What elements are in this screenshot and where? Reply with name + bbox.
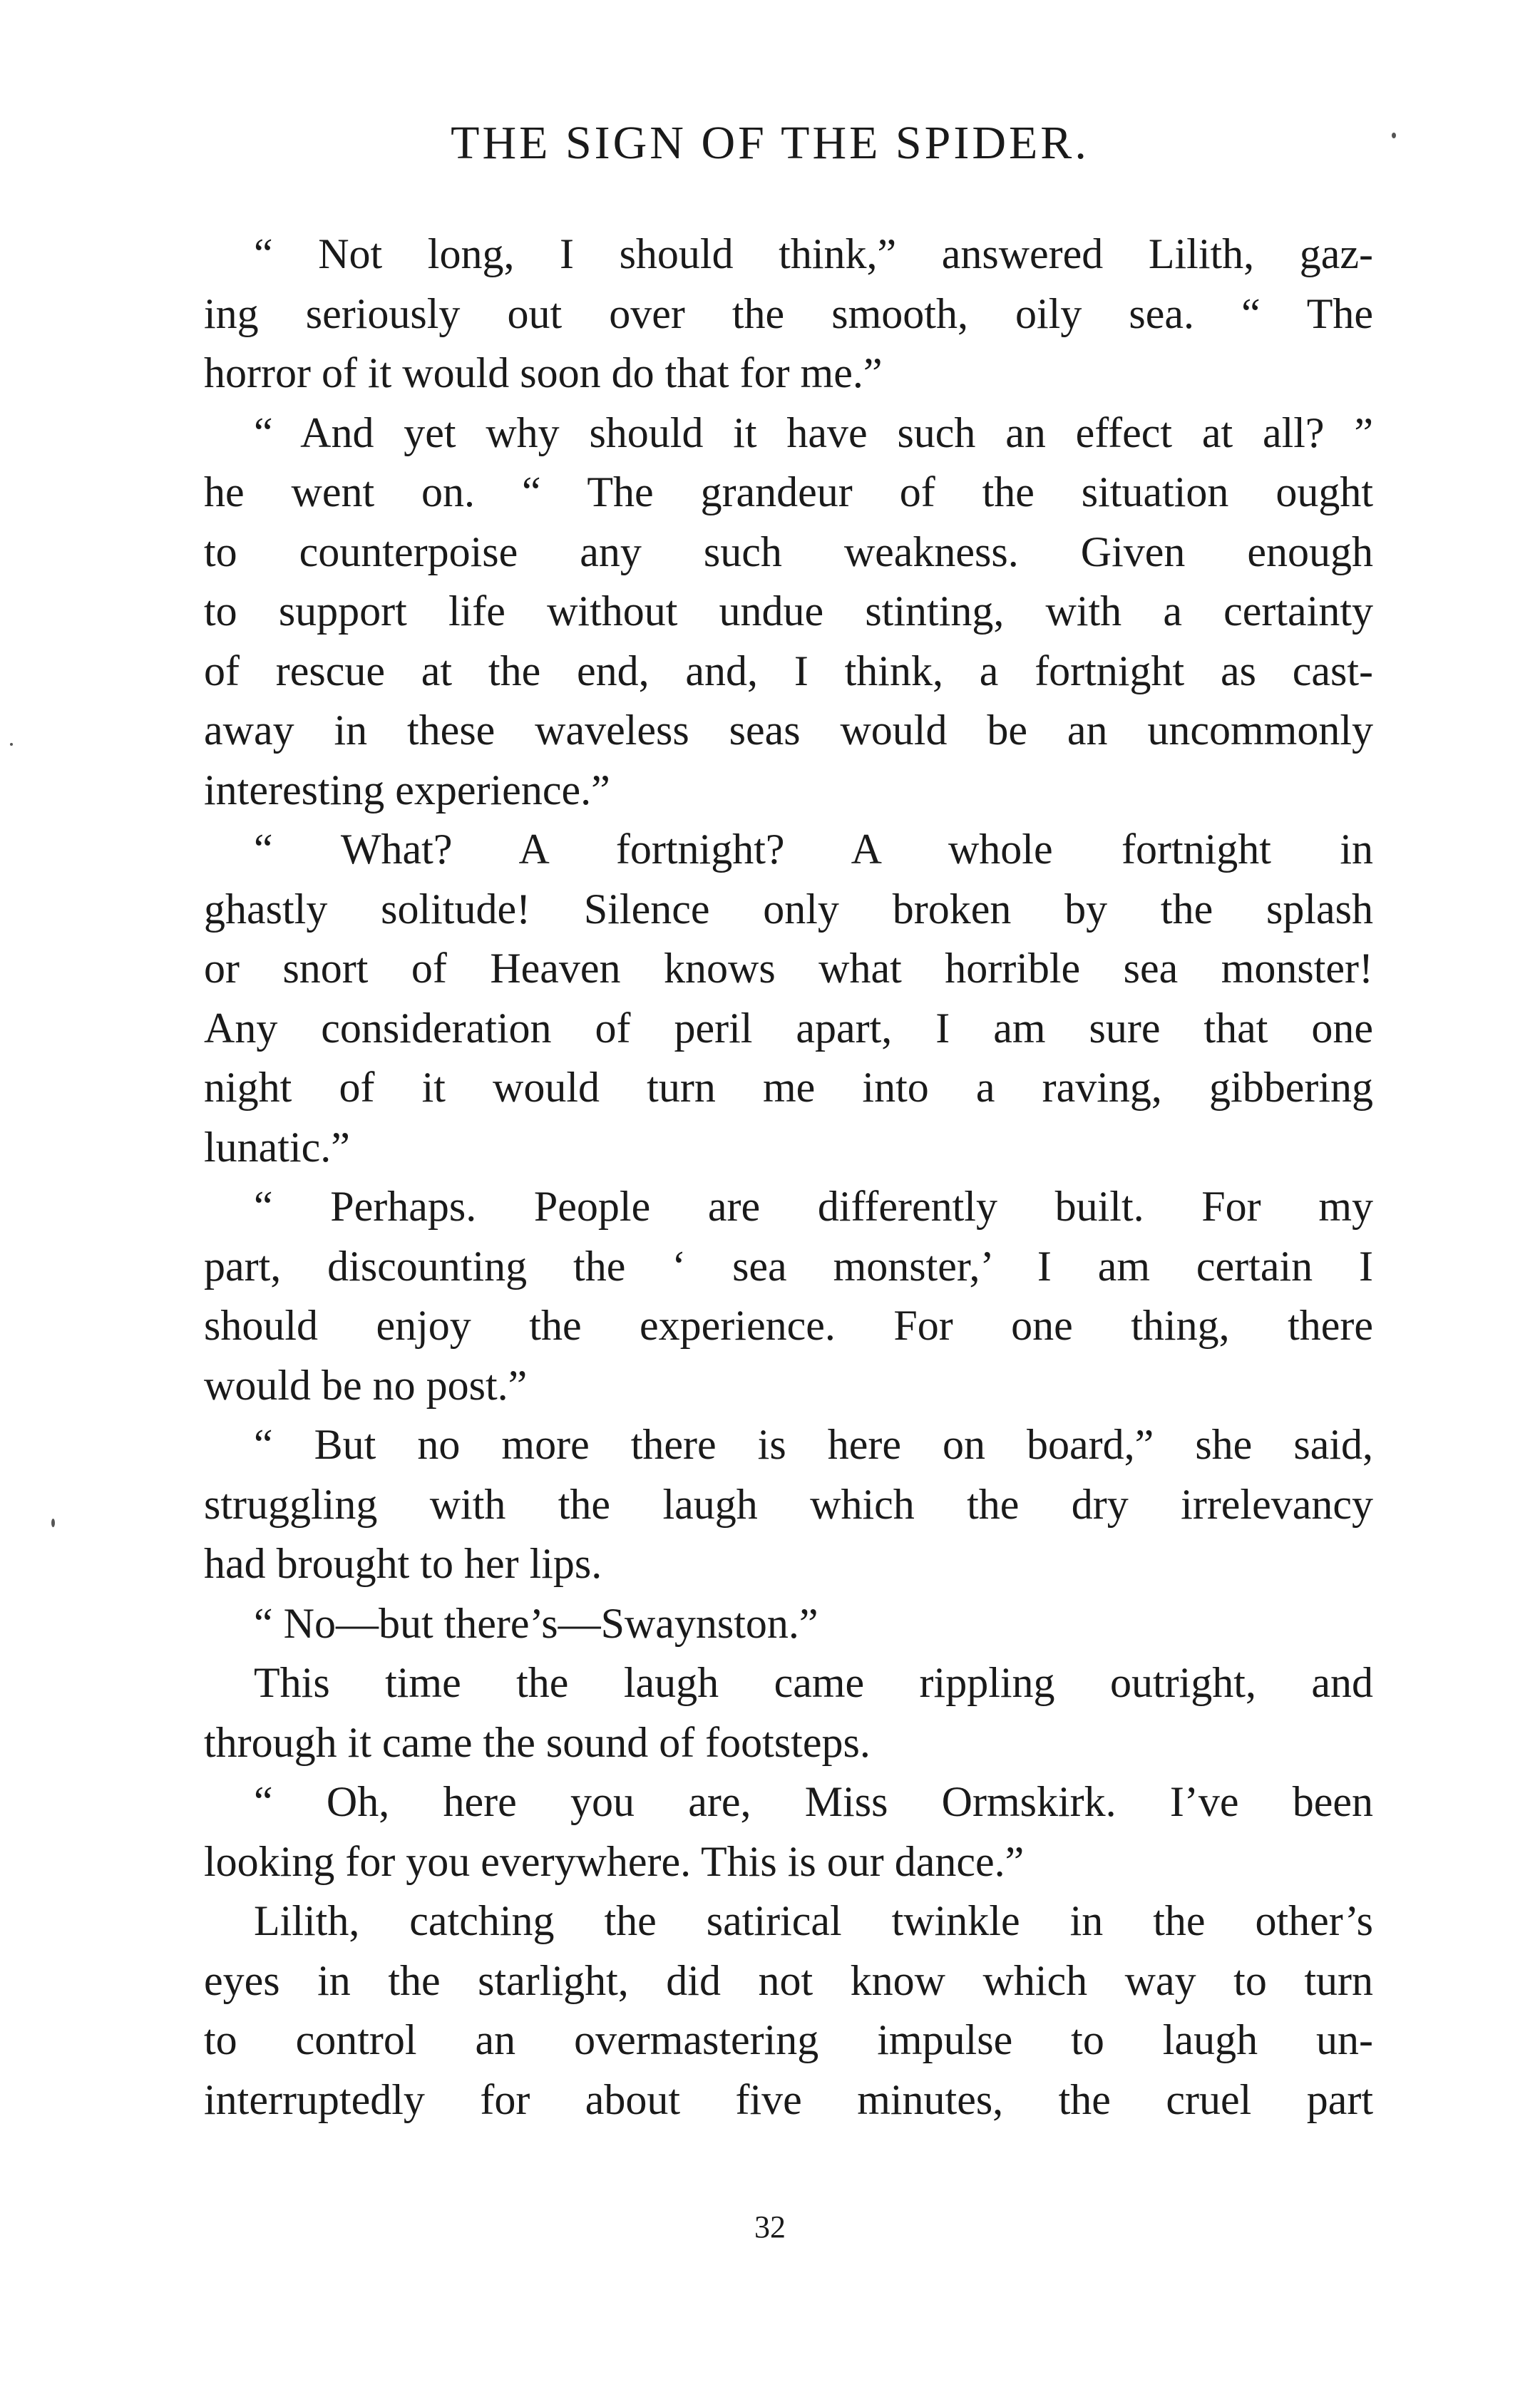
text-line: eyes in the starlight, did not know which way to turn <box>204 1956 1373 2004</box>
text-line: “ And yet why should it have such an effect at all? ” <box>254 409 1373 456</box>
text-line: looking for you everywhere. This is our dance.” <box>204 1837 1025 1885</box>
text-line: Lilith, catching the satirical twinkle in the other’s <box>254 1897 1373 1944</box>
text-line: “ But no more there is here on board,” she said, <box>254 1421 1373 1468</box>
page-number: 32 <box>754 2209 786 2244</box>
text-line: or snort of Heaven knows what horrible sea monster! <box>204 945 1373 992</box>
body-text <box>204 225 1373 2130</box>
text-line: away in these waveless seas would be an uncommonly <box>204 707 1373 754</box>
text-line: Any consideration of peril apart, I am sure that one <box>204 1004 1373 1052</box>
text-line: night of it would turn me into a raving, gibbering <box>204 1064 1373 1111</box>
text-line: to support life without undue stinting, with a certainty <box>204 587 1373 635</box>
text-line: to counterpoise any such weakness. Given enough <box>204 528 1373 575</box>
text-line: had brought to her lips. <box>204 1540 602 1587</box>
print-speck <box>51 1519 55 1527</box>
text-line: struggling with the laugh which the dry irrelevancy <box>204 1480 1373 1528</box>
text-line: would be no post.” <box>204 1361 528 1409</box>
text-line: “ Oh, here you are, Miss Ormskirk. I’ve been <box>254 1778 1373 1825</box>
text-line: should enjoy the experience. For one thing, there <box>204 1302 1373 1349</box>
text-line: part, discounting the ‘ sea monster,’ I am certain I <box>204 1242 1373 1290</box>
text-line: he went on. “ The grandeur of the situation ought <box>204 468 1373 515</box>
text-line: lunatic.” <box>204 1123 350 1171</box>
text-line: to control an overmastering impulse to laugh un- <box>204 2016 1373 2063</box>
text-line: through it came the sound of footsteps. <box>204 1718 871 1766</box>
running-head: THE SIGN OF THE SPIDER. <box>451 117 1089 169</box>
text-line: interesting experience.” <box>204 766 610 813</box>
print-speck <box>1392 133 1396 138</box>
text-line: interruptedly for about five minutes, the cruel part <box>204 2075 1373 2123</box>
print-speck <box>10 743 13 746</box>
text-line: “ What? A fortnight? A whole fortnight in <box>254 826 1373 873</box>
text-line: ing seriously out over the smooth, oily sea. “ The <box>204 289 1373 337</box>
text-line: of rescue at the end, and, I think, a fortnight as cast- <box>204 647 1373 694</box>
text-line: “ Not long, I should think,” answered Lilith, gaz- <box>254 230 1373 277</box>
text-line: “ No—but there’s—Swaynston.” <box>254 1599 818 1647</box>
text-line: This time the laugh came rippling outright, and <box>254 1659 1373 1706</box>
text-line: ghastly solitude! Silence only broken by the splash <box>204 885 1373 933</box>
text-line: “ Perhaps. People are differently built. For my <box>254 1183 1373 1230</box>
text-line: horror of it would soon do that for me.” <box>204 349 883 396</box>
